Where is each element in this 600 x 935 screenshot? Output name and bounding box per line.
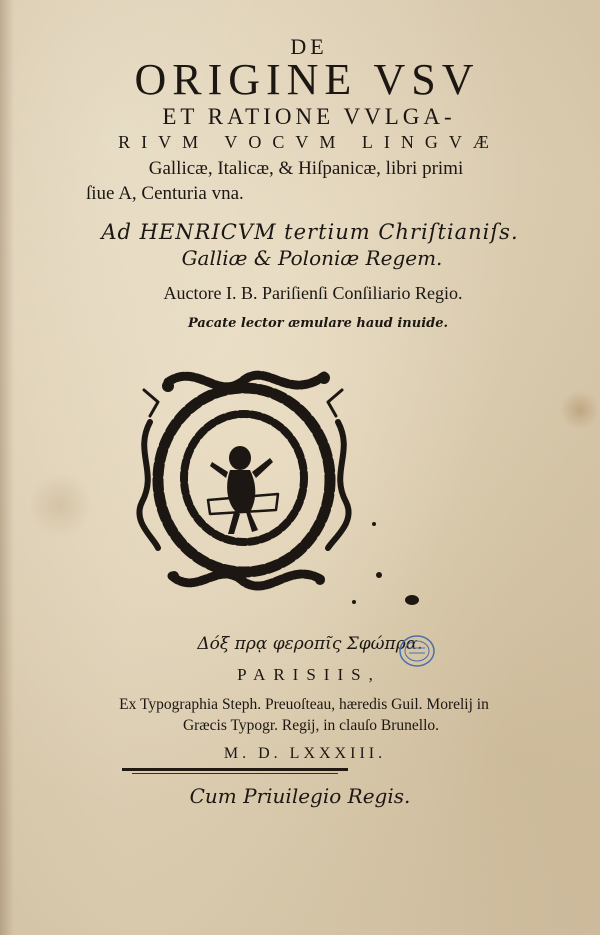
decorative-rule-thin xyxy=(132,773,338,774)
title-line-ratione: ET RATIONE VVLGA- xyxy=(162,104,456,129)
imprint-city: PARISIIS, xyxy=(237,665,381,684)
imprint-printer-line-2: Græcis Typogr. Regij, in clauſo Brunello. xyxy=(182,717,440,734)
ink-speck xyxy=(352,600,356,604)
title-line-centuria: ſiue A, Centuria vna. xyxy=(86,183,244,204)
ink-speck xyxy=(376,572,382,578)
dedication-line-1: Ad HENRICVM tertium Chriſtianiſs. xyxy=(101,220,519,244)
privilege-line: Cum Priuilegio Regis. xyxy=(189,784,411,808)
title-line-de: DE xyxy=(290,34,328,59)
ink-speck xyxy=(405,595,419,605)
paper-stain xyxy=(30,470,90,540)
author-line: Auctore I. B. Pariſienſi Conſiliario Regio. xyxy=(163,283,463,303)
title-line-origine: ORIGINE VSV xyxy=(134,55,480,104)
greek-motto: Δόξ πρᾳ φεροπῖς Σφώπρα. xyxy=(197,634,423,654)
ink-speck xyxy=(372,522,376,526)
decorative-rule xyxy=(122,768,348,771)
dedication-line-2: Galliæ & Poloniæ Regem. xyxy=(181,246,443,270)
printer-device-emblem xyxy=(128,362,358,598)
imprint-date: M. D. LXXXIII. xyxy=(223,745,387,762)
title-line-languages: Gallicæ, Italicæ, & Hiſpanicæ, libri primi xyxy=(148,158,464,179)
title-line-rivum: RIVM VOCVM LINGVÆ xyxy=(118,132,500,152)
paper-stain xyxy=(560,390,600,430)
motto-line: Pacate lector æmulare haud inuide. xyxy=(187,316,449,331)
imprint-printer-line-1: Ex Typographia Steph. Preuoſteau, hæredis Guil. Morelij in xyxy=(119,696,489,713)
